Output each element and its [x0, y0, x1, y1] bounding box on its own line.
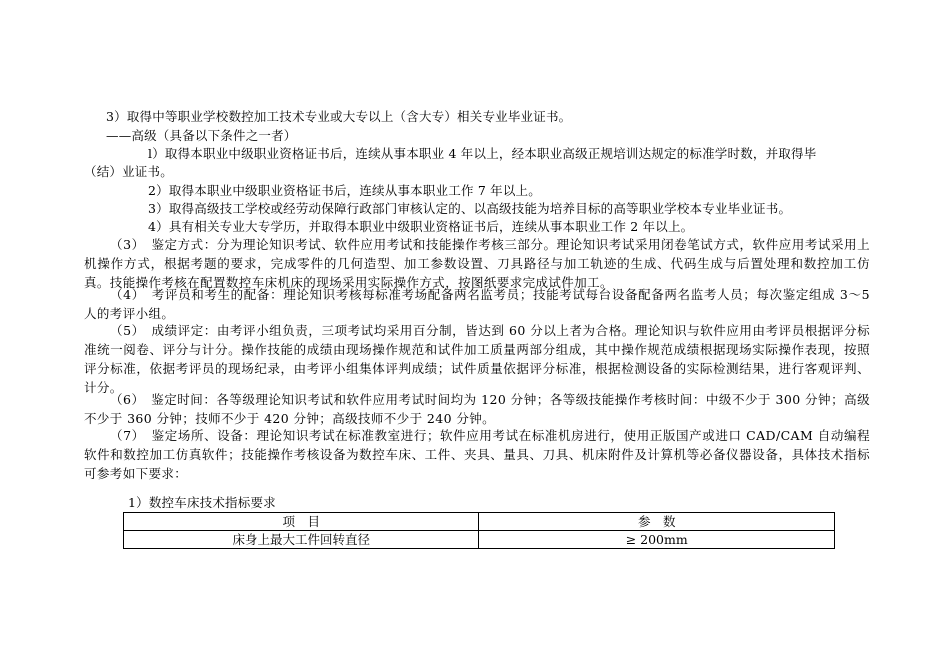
spec-table: [123, 512, 835, 549]
table-cell-item: 床身上最大工件回转直径: [124, 531, 479, 549]
paragraph-examiner-allocation: （4） 考评员和考生的配备：理论知识考核每标准考场配备两名监考员；技能考试每台设备配备两名监考人员；每次鉴定组成 3～5 人的考评小组。: [84, 287, 870, 321]
table-row: [124, 531, 835, 549]
paragraph-assessment-time: （6） 鉴定时间：各等级理论知识考试和软件应用考试时间均为 120 分钟；各等级技能操作考核时间：中级不少于 300 分钟；高级不少于 360 分钟；技师不少于 420 分钟；高级技师不少于 240 分钟。: [84, 392, 870, 426]
paragraph-assessment-method: （3） 鉴定方式：分为理论知识考试、软件应用考试和技能操作考核三部分。理论知识考试采用闭卷笔试方式，软件应用考试采用上机操作方式，根据考题的要求，完成零件的几何造型、加工参数设置、刀具路径与加工轨迹的生成、代码生成与后置处理和数控加工仿真。技能操作考核在配置数控车床机床的现场采用实际操作方式，按图纸要求完成试件加工。: [84, 237, 870, 290]
senior-condition-1: l）取得本职业中级职业资格证书后，连续从事本职业 4 年以上，经本职业高级正规培训达规定的标准学时数，并取得毕: [148, 146, 817, 161]
table-header-parameter: 参 数: [479, 513, 835, 531]
table-title: 1）数控车床技术指标要求: [128, 495, 276, 510]
table-cell-parameter: ≥ 200mm: [479, 531, 835, 549]
table-header-item: 项 目: [124, 513, 479, 531]
table-header-row: [124, 513, 835, 531]
senior-condition-4: 4）具有相关专业大专学历，并取得本职业中级职业资格证书后，连续从事本职业工作 2 年以上。: [148, 219, 694, 234]
senior-level-heading: ——高级（具备以下条件之一者）: [106, 128, 297, 143]
paragraph-venue-equipment: （7） 鉴定场所、设备：理论知识考试在标准教室进行；软件应用考试在标准机房进行，使用正版国产或进口 CAD/CAM 自动编程软件和数控加工仿真软件；技能操作考核设备为数控车床、工件、夹具、量具、刀具、机床附件及计算机等必备仪器设备，具体技术指标可参考如下要求：: [84, 428, 870, 481]
paragraph-score-evaluation: （5） 成绩评定：由考评小组负责，三项考试均采用百分制，皆达到 60 分以上者为合格。理论知识与软件应用由考评员根据评分标准统一阅卷、评分与计分。操作技能的成绩由现场操作规范和试件加工质量两部分组成，其中操作规范成绩根据现场实际操作表现，按照评分标准，依据考评员的现场纪录，由考评小组集体评判成绩；试件质量依据评分标准，根据检测设备的实际检测结果，进行客观评判、计分。: [84, 323, 870, 395]
senior-condition-1-cont: （结）业证书。: [84, 164, 173, 179]
senior-condition-2: 2）取得本职业中级职业资格证书后，连续从事本职业工作 7 年以上。: [148, 183, 541, 198]
senior-condition-3: 3）取得高级技工学校或经劳动保障行政部门审核认定的、以高级技能为培养目标的高等职业学校本专业毕业证书。: [148, 201, 792, 216]
qualification-line-3: 3）取得中等职业学校数控加工技术专业或大专以上（含大专）相关专业毕业证书。: [106, 109, 572, 124]
